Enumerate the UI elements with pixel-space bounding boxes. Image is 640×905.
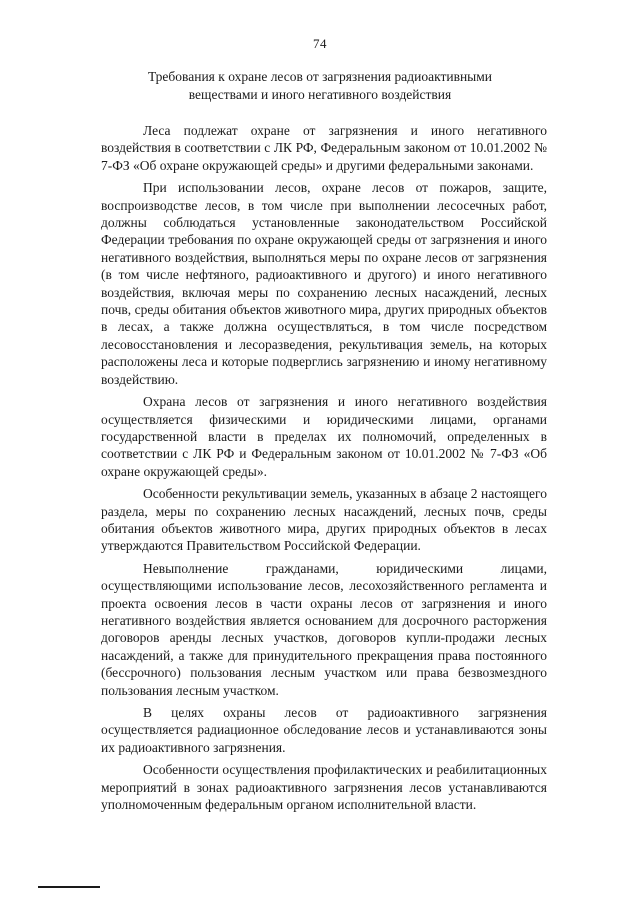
paragraph-5: Невыполнение гражданами, юридическими лицами, осуществляющими использование лесов, лесохозяйственного регламента и проекта освоения лесов в части охраны лесов от загрязнения и иного негативного воздействия является основанием для досрочного расторжения договоров аренды лесных участков, договоров купли-продажи лесных насаждений, а также для принудительного прекращения права постоянного (бессрочного) пользования лесным участком или права безвозмездного пользования лесным участком. [101,560,547,698]
body-text [101,122,547,818]
page-number: 74 [313,36,327,51]
section-title [100,68,540,104]
paragraph-6: В целях охраны лесов от радиоактивного загрязнения осуществляется радиационное обследование лесов и устанавливаются зоны их радиоактивного загрязнения. [101,705,547,755]
section-title-line-1: Требования к охране лесов от загрязнения радиоактивными [147,69,493,84]
paragraph-3: Охрана лесов от загрязнения и иного негативного воздействия осуществляется физическими и юридическими лицами, органами государственной власти в пределах их полномочий, определенных в соответствии с ЛК РФ и Федеральным законом от 10.01.2002 № 7-ФЗ «Об охране окружающей среды». [101,394,547,479]
section-title-line-2: веществами и иного негативного воздействия [188,87,452,102]
footer-rule [38,886,100,888]
paragraph-1: Леса подлежат охране от загрязнения и иного негативного воздействия в соответствии с ЛК РФ, Федеральным законом от 10.01.2002 № 7-ФЗ «Об охране окружающей среды» и другими федеральными законами. [101,123,547,173]
paragraph-4: Особенности рекультивации земель, указанных в абзаце 2 настоящего раздела, меры по сохранению лесных насаждений, лесных почв, среды обитания объектов животного мира, других природных объектов в лесах утверждаются Правительством Российской Федерации. [101,486,547,554]
paragraph-2: При использовании лесов, охране лесов от пожаров, защите, воспроизводстве лесов, в том числе при выполнении лесосечных работ, должны соблюдаться установленные законодательством Российской Федерации требования по охране окружающей среды от загрязнения и иного негативного воздействия, выполняться меры по охране лесов от загрязнения (в том числе нефтяного, радиоактивного и другого) и иного негативного воздействия, включая меры по сохранению лесных насаждений, лесных почв, среды обитания объектов животного мира, других природных объектов в лесах, а также должна осуществляться, в том числе посредством лесовосстановления и лесоразведения, рекультивация земель, на которых расположены леса и которые подверглись загрязнению и иному негативному воздействию. [101,180,547,387]
paragraph-7: Особенности осуществления профилактических и реабилитационных мероприятий в зонах радиоактивного загрязнения лесов устанавливаются уполномоченным федеральным органом исполнительной власти. [101,762,547,813]
